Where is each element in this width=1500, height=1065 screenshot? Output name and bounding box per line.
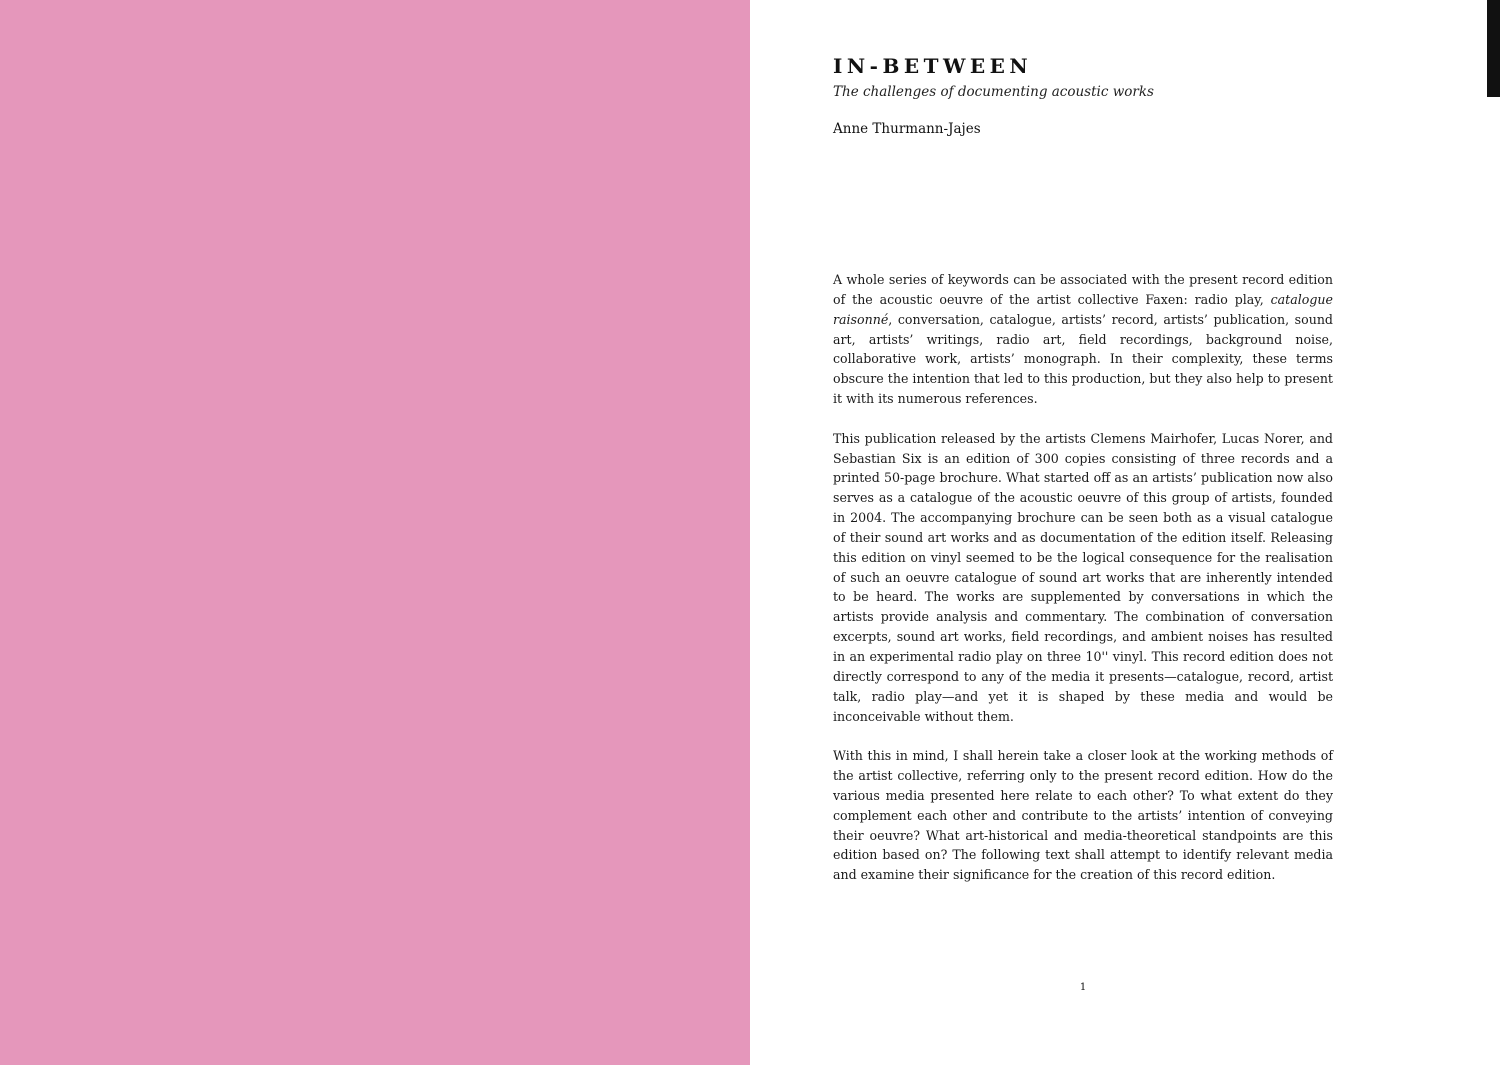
section-tab-marker: [1487, 0, 1500, 97]
article-body: [833, 270, 1333, 905]
body-paragraph: [833, 746, 1333, 885]
body-paragraph: [833, 270, 1333, 409]
article-subtitle: The challenges of documenting acoustic works: [833, 84, 1154, 100]
right-page: [750, 0, 1500, 1065]
italic-text-segment: catalogue raisonné: [833, 291, 1333, 327]
body-paragraph: [833, 429, 1333, 727]
text-segment: A whole series of keywords can be associated with the present record edition of the acoustic oeuvre of the artist collective Faxen: radio play,: [833, 272, 1333, 307]
text-segment: With this in mind, I shall herein take a closer look at the working methods of the artist collective, referring only to the present record edition. How do the various media presented here relate to each other? To what extent do they complement each other and contribute to the artists’ intention of conveying their oeuvre? What art-historical and media-theoretical standpoints are this edition based on? The following text shall attempt to identify relevant media and examine their significance for the creation of this record edition.: [833, 748, 1333, 883]
article-author: Anne Thurmann-Jajes: [833, 121, 981, 137]
page-number: 1: [1079, 982, 1087, 993]
text-segment: This publication released by the artists Clemens Mairhofer, Lucas Norer, and Sebastian Six is an edition of 300 copies consisting of three records and a printed 50-page brochure. What started off as an artists’ publication now also serves as a catalogue of the acoustic oeuvre of this group of artists, founded in 2004. The accompanying brochure can be seen both as a visual catalogue of their sound art works and as documentation of the edition itself. Releasing this edition on vinyl seemed to be the logical consequence for the realisation of such an oeuvre catalogue of sound art works that are inherently intended to be heard. The works are supplemented by conversations in which the artists provide analysis and commentary. The combination of conversation excerpts, sound art works, field recordings, and ambient noises has resulted in an experimental radio play on three 10'' vinyl. This record edition does not directly correspond to any of the media it presents—catalogue, record, artist talk, radio play—and yet it is shaped by these media and would be inconceivable without them.: [833, 430, 1333, 724]
text-segment: , conversation, catalogue, artists’ record, artists’ publication, sound art, artists’ writings, radio art, field recordings, background noise, collaborative work, artists’ monograph. In their complexity, these terms obscure the intention that led to this production, but they also help to present it with its numerous references.: [833, 311, 1333, 407]
article-title: IN-BETWEEN: [833, 54, 1033, 78]
